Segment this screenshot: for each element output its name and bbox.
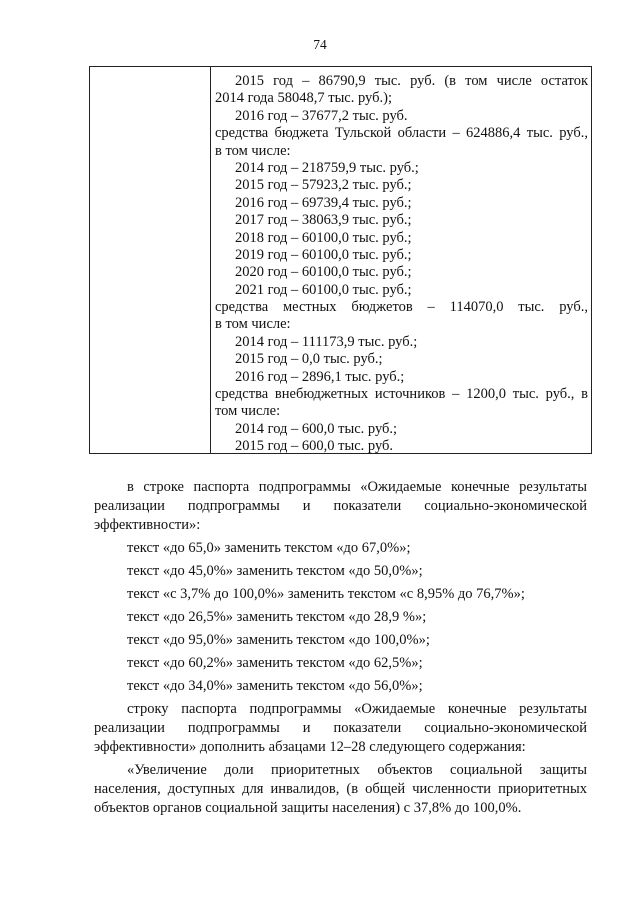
body-line: строку паспорта подпрограммы «Ожидаемые конечные результаты: [127, 701, 587, 717]
body-line: текст «до 95,0%» заменить текстом «до 100,0%»;: [127, 632, 430, 648]
body-line: эффективности»:: [94, 517, 201, 533]
table-line: 2017 год – 38063,9 тыс. руб.;: [235, 212, 412, 229]
body-line: объектов органов социальной защиты населения) с 37,8% до 100,0%.: [94, 800, 522, 816]
table-line: 2015 год – 600,0 тыс. руб.: [235, 438, 394, 455]
table-line: 2019 год – 60100,0 тыс. руб.;: [235, 246, 412, 263]
body-line: населения, доступных для инвалидов, (в общей численности приоритетных: [94, 781, 587, 797]
body-line: текст «с 3,7% до 100,0%» заменить текстом «с 8,95% до 76,7%»;: [127, 586, 525, 602]
table-funding-cell: [215, 73, 588, 456]
table-line: 2018 год – 60100,0 тыс. руб.;: [235, 229, 412, 246]
table-line: 2015 год – 57923,2 тыс. руб.;: [235, 177, 412, 194]
body-line: текст «до 65,0» заменить текстом «до 67,0%»;: [127, 540, 411, 556]
table-line: 2016 год – 37677,2 тыс. руб.: [235, 107, 408, 124]
table-line: 2020 год – 60100,0 тыс. руб.;: [235, 264, 412, 281]
table-line: 2016 год – 2896,1 тыс. руб.;: [235, 368, 405, 385]
body-line: текст «до 60,2%» заменить текстом «до 62,5%»;: [127, 655, 423, 671]
table-line: в том числе:: [215, 316, 291, 333]
passport-table: [89, 66, 592, 454]
table-line: 2014 год – 111173,9 тыс. руб.;: [235, 333, 418, 350]
body-line: «Увеличение доли приоритетных объектов социальной защиты: [127, 762, 587, 778]
body-line: текст «до 45,0%» заменить текстом «до 50,0%»;: [127, 563, 423, 579]
body-line: реализации подпрограммы и показатели социально-экономической: [94, 720, 587, 736]
table-column-divider: [210, 67, 211, 453]
table-line: 2014 год – 218759,9 тыс. руб.;: [235, 159, 419, 176]
table-line: средства бюджета Тульской области – 624886,4 тыс. руб.,: [215, 125, 588, 142]
body-line: реализации подпрограммы и показатели социально-экономической: [94, 498, 587, 514]
table-line: в том числе:: [215, 142, 291, 159]
table-line: 2014 года 58048,7 тыс. руб.);: [215, 90, 392, 107]
table-line: средства внебюджетных источников – 1200,0 тыс. руб., в: [215, 386, 588, 403]
table-line: 2015 год – 0,0 тыс. руб.;: [235, 351, 383, 368]
table-line: том числе:: [215, 403, 281, 420]
body-line: текст «до 34,0%» заменить текстом «до 56,0%»;: [127, 678, 423, 694]
body-line: текст «до 26,5%» заменить текстом «до 28,9 %»;: [127, 609, 427, 625]
page-number: 74: [313, 37, 327, 52]
table-line: 2016 год – 69739,4 тыс. руб.;: [235, 194, 412, 211]
table-line: 2014 год – 600,0 тыс. руб.;: [235, 420, 398, 437]
body-line: в строке паспорта подпрограммы «Ожидаемые конечные результаты: [127, 479, 587, 495]
table-line: средства местных бюджетов – 114070,0 тыс. руб.,: [215, 299, 588, 316]
body-text: [94, 478, 587, 818]
body-line: эффективности» дополнить абзацами 12–28 следующего содержания:: [94, 739, 526, 755]
table-line: 2015 год – 86790,9 тыс. руб. (в том числе остаток: [235, 73, 588, 89]
table-line: 2021 год – 60100,0 тыс. руб.;: [235, 281, 412, 298]
